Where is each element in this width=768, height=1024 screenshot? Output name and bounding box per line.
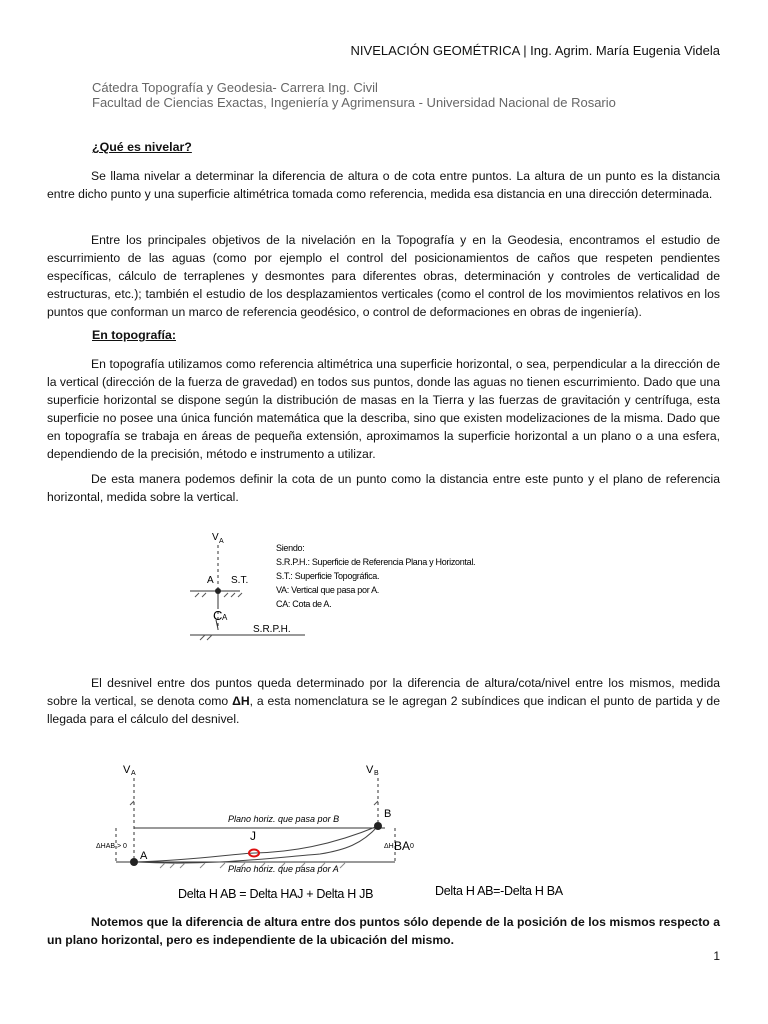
legend-line-3: S.T.: Superficie Topográfica. bbox=[276, 571, 380, 581]
document-header: NIVELACIÓN GEOMÉTRICA | Ing. Agrim. María Eugenia Videla bbox=[350, 43, 720, 58]
page-number: 1 bbox=[713, 949, 720, 963]
legend-line-1: Siendo: bbox=[276, 543, 305, 553]
label-va: V bbox=[212, 532, 219, 543]
label-va-sub: A bbox=[219, 538, 224, 545]
label-st: S.T. bbox=[231, 575, 249, 586]
label-point-b: B bbox=[384, 808, 392, 820]
label-vb: V bbox=[366, 764, 374, 776]
section-heading-topografia: En topografía: bbox=[92, 328, 176, 342]
label-ca-sub: A bbox=[222, 613, 228, 622]
legend-line-4: VA: Vertical que pasa por A. bbox=[276, 585, 380, 595]
label-dh-ba-tail: 0 bbox=[410, 843, 414, 850]
figure-cota-diagram bbox=[180, 525, 520, 645]
figure-desnivel-diagram bbox=[90, 758, 590, 908]
delta-h-symbol: ΔH bbox=[232, 694, 250, 708]
label-dh-ba-prefix: ΔH bbox=[384, 843, 394, 850]
paragraph-5-text-b: , a esta nomenclatura se le agregan 2 subíndices que indican el punto de partida y de llegada para el cálculo del desnivel. bbox=[47, 694, 720, 726]
point-a-marker bbox=[215, 588, 221, 594]
paragraph-6-text: Notemos que la diferencia de altura entre dos puntos sólo depende de la posición de los mismos respecto a un plano horizontal, pero es independiente de la ubicación del mismo. bbox=[47, 915, 720, 947]
section-heading-que-es-nivelar: ¿Qué es nivelar? bbox=[92, 140, 192, 154]
label-va: V bbox=[123, 764, 131, 776]
paragraph-5-text-a: El desnivel entre dos puntos queda determinado por la diferencia de altura/cota/nivel entre los mismos, medida sobre la vertical, se denota como bbox=[47, 676, 720, 708]
paragraph-1-text: Se llama nivelar a determinar la diferencia de altura o de cota entre puntos. La altura de un punto es la distancia entre dicho punto y una superficie altimétrica tomada como referencia, medida esa distancia en una dirección determinada. bbox=[47, 169, 720, 201]
label-ca: C bbox=[213, 608, 223, 623]
point-b-marker bbox=[374, 822, 382, 830]
paragraph-2-text: Entre los principales objetivos de la nivelación en la Topografía y en la Geodesia, encontramos el estudio de escurrimiento de las aguas (como por ejemplo el control del posicionamientos de caños que respeten pendientes específicas, cálculo de terraplenes y desmontes para diferentes obras, determinación y controles de verticalidad de estructuras, etc.); también el estudio de los desplazamientos verticales (como el control de los movimientos relativos en los puntos que conforman un marco de referencia geodésico, o control de deformaciones en obras de ingeniería). bbox=[47, 233, 720, 319]
label-point-a: A bbox=[140, 850, 148, 862]
paragraph-3-text: En topografía utilizamos como referencia altimétrica una superficie horizontal, o sea, perpendicular a la dirección de la vertical (dirección de la fuerza de gravedad) en todos sus puntos, donde las aguas no tienen escurrimiento. Dado que una superficie horizontal se dispone según la distribución de masas en la Tierra y las fuerzas de gravitación y centrífuga, esta superficie no posee una única función matemática que la describa, sino que existen modelizaciones de la misma. Dado que en topografía se trabaja en áreas de pequeña extensión, aproximamos la superficie horizontal a un plano o a una esfera, dependiendo de la precisión, método e instrumento a utilizar. bbox=[47, 357, 720, 461]
course-title: Cátedra Topografía y Geodesia- Carrera Ing. Civil bbox=[92, 80, 378, 95]
label-plane-b: Plano horiz. que pasa por B bbox=[228, 814, 340, 824]
label-dh-ab: ΔHAB > 0 bbox=[96, 843, 127, 850]
label-va-sub: A bbox=[131, 770, 136, 777]
equation-inverse: Delta H AB=-Delta H BA bbox=[435, 884, 563, 898]
paragraph-2 bbox=[47, 231, 720, 321]
legend-line-2: S.R.P.H.: Superficie de Referencia Plana y Horizontal. bbox=[276, 557, 476, 567]
label-point-a: A bbox=[207, 575, 214, 586]
label-point-j: J bbox=[250, 829, 256, 843]
label-plane-a: Plano horiz. que pasa por A bbox=[228, 864, 339, 874]
paragraph-5 bbox=[47, 674, 720, 728]
label-vb-sub: B bbox=[374, 770, 379, 777]
paragraph-4 bbox=[47, 470, 720, 506]
paragraph-3 bbox=[47, 355, 720, 463]
label-srph: S.R.P.H. bbox=[253, 624, 291, 635]
label-dh-ba: BA bbox=[394, 839, 411, 853]
paragraph-4-text: De esta manera podemos definir la cota de un punto como la distancia entre este punto y el plano de referencia horizontal, medida sobre la vertical. bbox=[47, 472, 720, 504]
paragraph-6 bbox=[47, 913, 720, 949]
faculty-title: Facultad de Ciencias Exactas, Ingeniería y Agrimensura - Universidad Nacional de Rosario bbox=[92, 95, 616, 110]
point-a-marker bbox=[130, 858, 138, 866]
equation-sum: Delta H AB = Delta HAJ + Delta H JB bbox=[178, 887, 374, 901]
legend-line-5: CA: Cota de A. bbox=[276, 599, 332, 609]
paragraph-1 bbox=[47, 167, 720, 203]
